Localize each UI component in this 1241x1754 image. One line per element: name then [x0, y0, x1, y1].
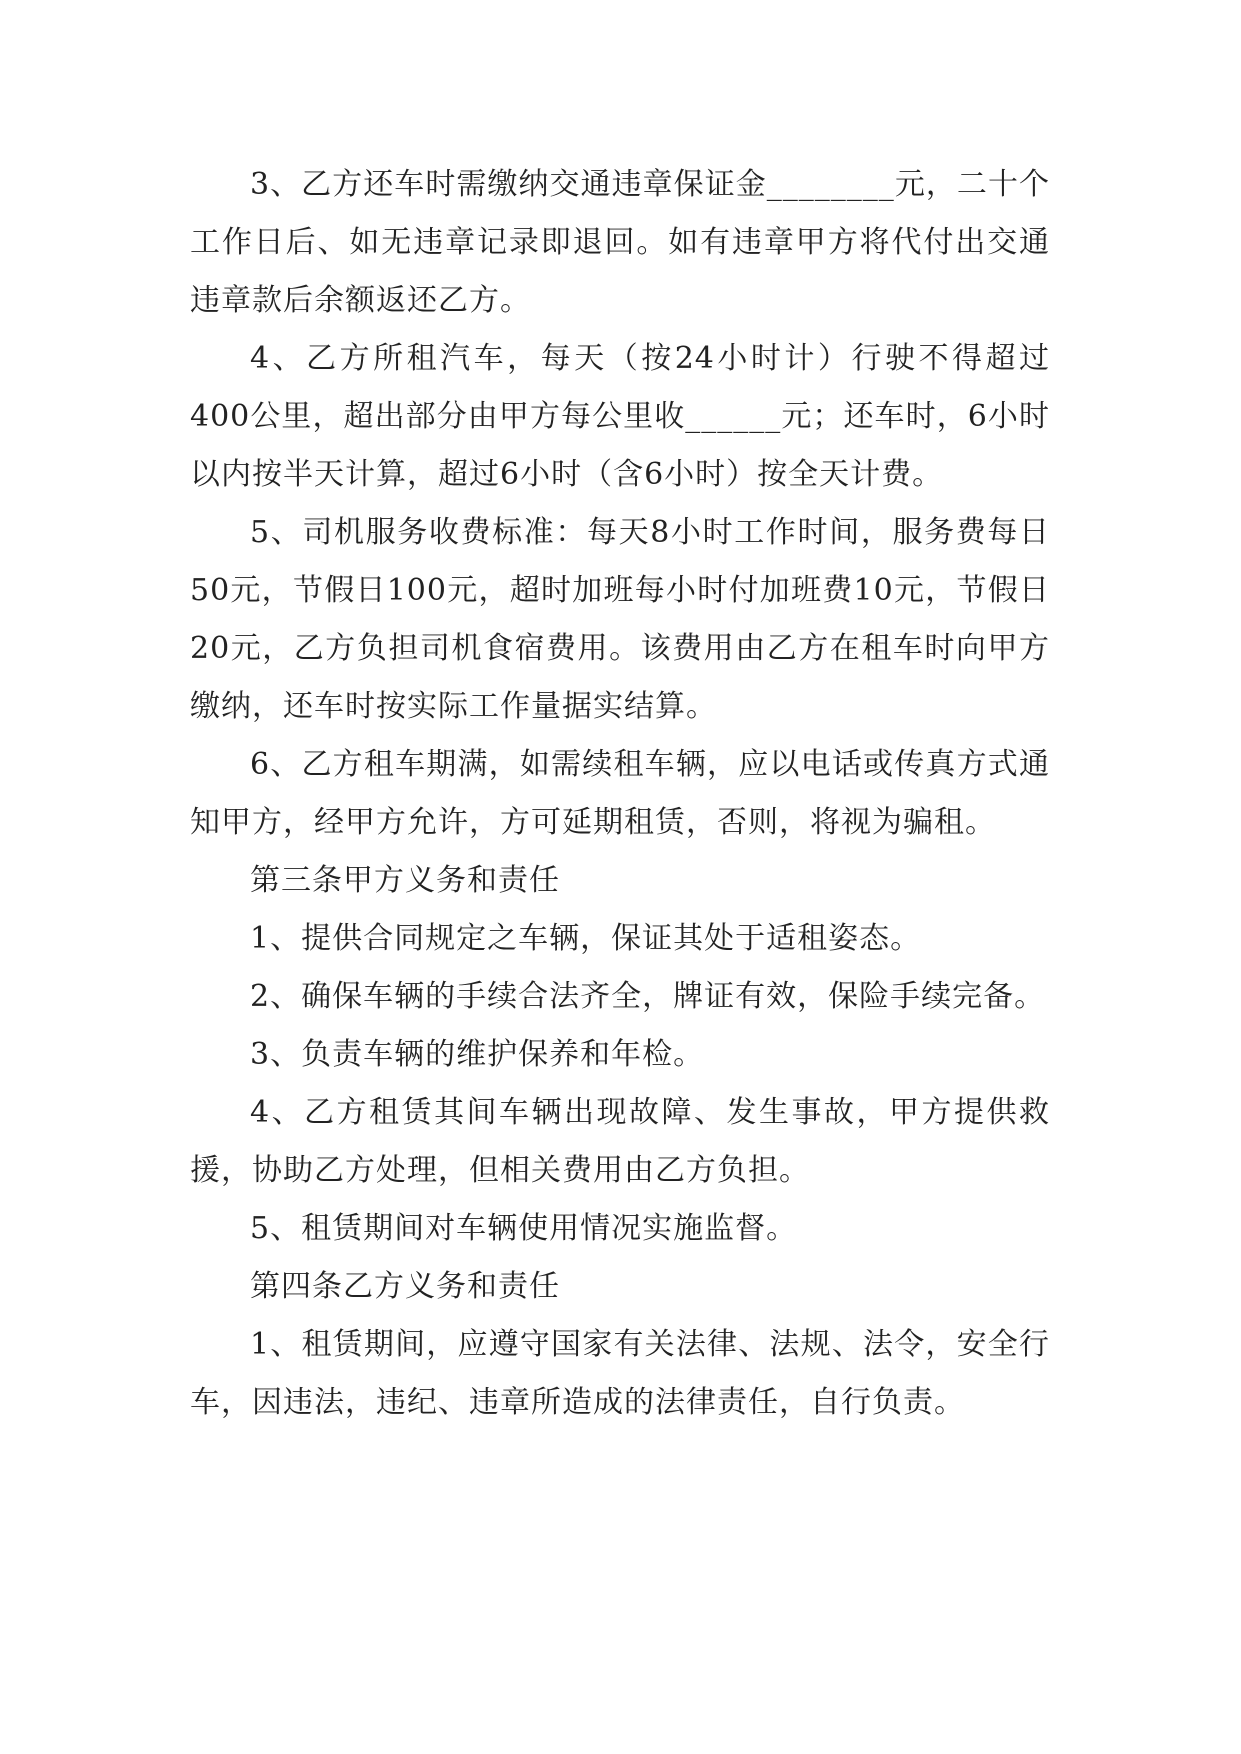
paragraph-renewal: 6、乙方租车期满，如需续租车辆，应以电话或传真方式通知甲方，经甲方允许，方可延期租赁，否则，将视为骗租。 [190, 747, 1050, 840]
section3-item-4: 4、乙方租赁其间车辆出现故障、发生事故，甲方提供救援，协助乙方处理，但相关费用由乙方负担。 [190, 1095, 1050, 1188]
document-page [190, 156, 1050, 1432]
section3-item-5: 5、租赁期间对车辆使用情况实施监督。 [250, 1211, 798, 1246]
section3-item-3: 3、负责车辆的维护保养和年检。 [250, 1037, 705, 1072]
section3-item-2: 2、确保车辆的手续合法齐全，牌证有效，保险手续完备。 [250, 979, 1046, 1014]
section4-item-1: 1、租赁期间，应遵守国家有关法律、法规、法令，安全行车，因违法，违纪、违章所造成的法律责任，自行负责。 [190, 1327, 1050, 1420]
section4-heading: 第四条乙方义务和责任 [250, 1269, 560, 1304]
section3-item-1: 1、提供合同规定之车辆，保证其处于适租姿态。 [250, 921, 922, 956]
paragraph-driver-fees: 5、司机服务收费标准：每天8小时工作时间，服务费每日50元，节假日100元，超时加班每小时付加班费10元，节假日20元，乙方负担司机食宿费用。该费用由乙方在租车时向甲方缴纳，还车时按实际工作量据实结算。 [190, 515, 1050, 724]
paragraph-deposit: 3、乙方还车时需缴纳交通违章保证金________元，二十个工作日后、如无违章记录即退回。如有违章甲方将代付出交通违章款后余额返还乙方。 [190, 167, 1050, 318]
paragraph-mileage: 4、乙方所租汽车，每天（按24小时计）行驶不得超过400公里，超出部分由甲方每公里收______元；还车时，6小时以内按半天计算，超过6小时（含6小时）按全天计费。 [190, 341, 1050, 492]
section3-heading: 第三条甲方义务和责任 [250, 863, 560, 898]
